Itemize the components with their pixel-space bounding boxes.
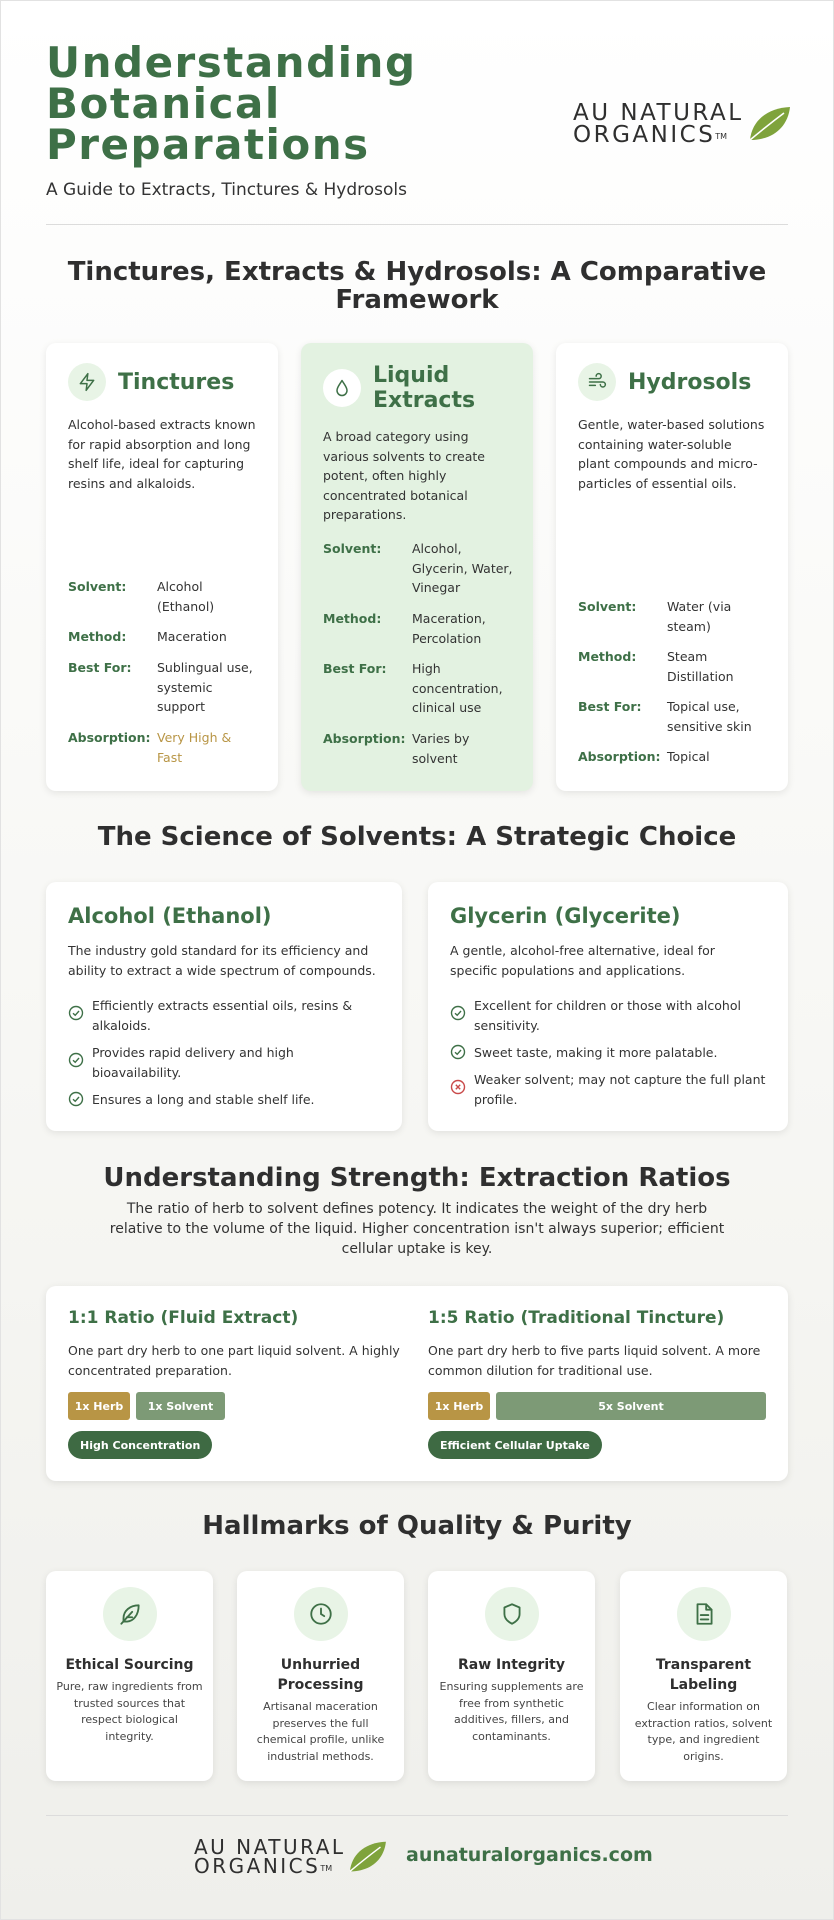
quality-card-description: Pure, raw ingredients from trusted sources that respect biological integrity. — [56, 1680, 203, 1743]
comparison-title-line: Tinctures, Extracts & Hydrosols: A Comparative — [67, 257, 767, 287]
bullet-text: Provides rapid delivery and high bioavailability. — [92, 1045, 294, 1080]
header-divider — [46, 224, 788, 225]
leaf-icon — [346, 1839, 388, 1875]
ratios-title: Understanding Strength: Extraction Ratios — [103, 1163, 731, 1193]
quality-card-unhurried-processing — [237, 1571, 404, 1781]
spec-value: Water (via steam) — [667, 599, 732, 634]
quality-card-transparent-labeling — [620, 1571, 787, 1781]
card-description: Alcohol-based extracts known for rapid absorption and long shelf life, ideal for capturing resins and alkaloids. — [68, 417, 256, 491]
check-circle-icon — [68, 1005, 84, 1021]
quality-title: Hallmarks of Quality & Purity — [202, 1511, 632, 1541]
spec-value: Maceration, Percolation — [412, 611, 486, 646]
quality-card-title: Transparent Labeling — [655, 1657, 752, 1693]
quality-card-title: Unhurried Processing — [277, 1657, 364, 1693]
logo-line: ORGANICS — [573, 122, 716, 148]
footer-logo — [194, 1835, 388, 1878]
spec-row — [68, 658, 258, 728]
ratio-description: One part dry herb to one part liquid solvent. A highly concentrated preparation. — [68, 1343, 400, 1378]
card-liquid-extracts — [301, 343, 533, 791]
quality-card-title: Raw Integrity — [458, 1657, 565, 1673]
list-item — [450, 996, 766, 1043]
spec-row — [323, 609, 513, 659]
quality-card-description: Artisanal maceration preserves the full chemical profile, unlike industrial methods. — [256, 1700, 385, 1763]
spec-key: Solvent: — [68, 579, 127, 594]
spec-row — [68, 627, 258, 658]
x-circle-icon — [450, 1079, 466, 1095]
card-alcohol — [46, 882, 402, 1131]
uptake-badge: Efficient Cellular Uptake — [428, 1431, 602, 1459]
quality-card-ethical-sourcing — [46, 1571, 213, 1781]
list-item — [450, 1043, 766, 1070]
logo-tm: TM — [320, 1864, 333, 1873]
ratio-bar — [428, 1392, 766, 1420]
ratio-title: 1:1 Ratio (Fluid Extract) — [68, 1308, 299, 1328]
ratio-bar — [68, 1392, 408, 1420]
spec-row — [323, 729, 513, 768]
spec-value: Topical — [667, 749, 710, 764]
card-description: A gentle, alcohol-free alternative, ideal for specific populations and applications. — [450, 943, 715, 978]
spec-key: Solvent: — [578, 599, 637, 614]
spec-row — [323, 539, 513, 609]
page-title-line: Preparations — [46, 120, 370, 169]
list-item — [68, 1090, 380, 1110]
spec-key: Absorption: — [323, 731, 406, 746]
logo-wordmark — [573, 102, 744, 146]
card-tinctures — [46, 343, 278, 791]
logo-tm: TM — [715, 132, 728, 141]
document-icon — [677, 1587, 731, 1641]
logo-line: ORGANICS — [194, 1854, 321, 1878]
spec-value: Alcohol, Glycerin, Water, Vinegar — [412, 541, 513, 595]
card-description: Gentle, water-based solutions containing water-soluble plant compounds and micro-particles of essential oils. — [578, 417, 765, 491]
spec-key: Best For: — [68, 660, 132, 675]
check-circle-icon — [68, 1091, 84, 1107]
herb-bar: 1x Herb — [68, 1392, 130, 1420]
ratio-title: 1:5 Ratio (Traditional Tincture) — [428, 1308, 725, 1328]
wind-icon — [578, 363, 616, 401]
ratios-intro: The ratio of herb to solvent defines potency. It indicates the weight of the dry herb relative to the volume of the liquid. Higher concentration isn't always superior; efficient cellular uptake is key. — [109, 1201, 725, 1257]
quality-card-description: Ensuring supplements are free from synthetic additives, fillers, and contaminants. — [439, 1680, 584, 1743]
card-title: Tinctures — [118, 369, 235, 395]
spec-row — [578, 747, 768, 767]
footer-website-link[interactable]: aunaturalorganics.com — [406, 1844, 653, 1866]
page-title — [46, 38, 446, 169]
solvents-title: The Science of Solvents: A Strategic Choice — [97, 822, 737, 852]
ratio-item-1-5 — [428, 1308, 766, 1459]
spec-key: Best For: — [323, 661, 387, 676]
comparison-title-line: Framework — [335, 285, 499, 315]
spec-value: Steam Distillation — [667, 649, 734, 684]
check-circle-icon — [450, 1005, 466, 1021]
header-logo — [573, 102, 792, 146]
card-title: Hydrosols — [628, 369, 752, 395]
solvent-bar: 1x Solvent — [136, 1392, 225, 1420]
spec-value: Sublingual use, systemic support — [157, 660, 253, 714]
page-subtitle: A Guide to Extracts, Tinctures & Hydrosols — [46, 180, 408, 200]
spec-value: Topical use, sensitive skin — [667, 699, 752, 734]
spec-key: Method: — [68, 629, 127, 644]
ratio-card — [46, 1286, 788, 1481]
list-item — [450, 1070, 766, 1109]
lightning-icon — [68, 363, 106, 401]
footer-divider — [46, 1815, 788, 1816]
shield-icon — [485, 1587, 539, 1641]
card-description: The industry gold standard for its efficiency and ability to extract a wide spectrum of compounds. — [68, 943, 376, 978]
card-title: Liquid Extracts — [373, 363, 476, 413]
list-item — [68, 1043, 380, 1090]
solvent-bar: 5x Solvent — [496, 1392, 766, 1420]
clock-icon — [294, 1587, 348, 1641]
spec-key: Absorption: — [578, 749, 661, 764]
card-hydrosols — [556, 343, 788, 791]
concentration-badge: High Concentration — [68, 1431, 212, 1459]
comparison-title — [0, 258, 834, 314]
card-title: Alcohol (Ethanol) — [68, 904, 272, 928]
ratio-description: One part dry herb to five parts liquid solvent. A more common dilution for traditional use. — [428, 1343, 761, 1378]
page-title-line: Botanical — [46, 79, 281, 128]
spec-key: Method: — [323, 611, 382, 626]
spec-value: Maceration — [157, 629, 227, 644]
bullet-text: Efficiently extracts essential oils, resins & alkaloids. — [92, 998, 353, 1033]
spec-row — [68, 728, 258, 767]
spec-key: Method: — [578, 649, 637, 664]
spec-value: Very High & Fast — [157, 730, 232, 765]
check-circle-icon — [450, 1044, 466, 1060]
quality-card-description: Clear information on extraction ratios, solvent type, and ingredient origins. — [634, 1700, 773, 1763]
feather-icon — [103, 1587, 157, 1641]
card-glycerin — [428, 882, 788, 1131]
check-circle-icon — [68, 1052, 84, 1068]
leaf-icon — [746, 104, 792, 144]
quality-card-title: Ethical Sourcing — [65, 1657, 194, 1673]
herb-bar: 1x Herb — [428, 1392, 490, 1420]
spec-value: Varies by solvent — [412, 731, 470, 766]
spec-key: Best For: — [578, 699, 642, 714]
spec-value: High concentration, clinical use — [412, 661, 503, 715]
spec-row — [68, 577, 258, 627]
spec-row — [578, 647, 768, 697]
spec-value: Alcohol (Ethanol) — [157, 579, 215, 614]
spec-key: Absorption: — [68, 730, 151, 745]
logo-line: AU NATURAL — [573, 100, 744, 126]
ratio-item-1-1 — [68, 1308, 408, 1459]
logo-wordmark — [194, 1835, 346, 1878]
card-description: A broad category using various solvents to create potent, often highly concentrated botanical preparations. — [323, 429, 485, 522]
page-title-line: Understanding — [46, 38, 417, 87]
bullet-text: Sweet taste, making it more palatable. — [474, 1045, 718, 1060]
bullet-text: Weaker solvent; may not capture the full plant profile. — [474, 1072, 766, 1107]
droplet-icon — [323, 369, 361, 407]
list-item — [68, 996, 380, 1043]
spec-key: Solvent: — [323, 541, 382, 556]
bullet-text: Ensures a long and stable shelf life. — [92, 1092, 315, 1107]
spec-row — [578, 597, 768, 647]
quality-card-raw-integrity — [428, 1571, 595, 1781]
card-title: Glycerin (Glycerite) — [450, 904, 681, 928]
bullet-text: Excellent for children or those with alcohol sensitivity. — [474, 998, 741, 1033]
logo-line: AU NATURAL — [194, 1835, 346, 1859]
spec-row — [578, 697, 768, 747]
spec-row — [323, 659, 513, 729]
